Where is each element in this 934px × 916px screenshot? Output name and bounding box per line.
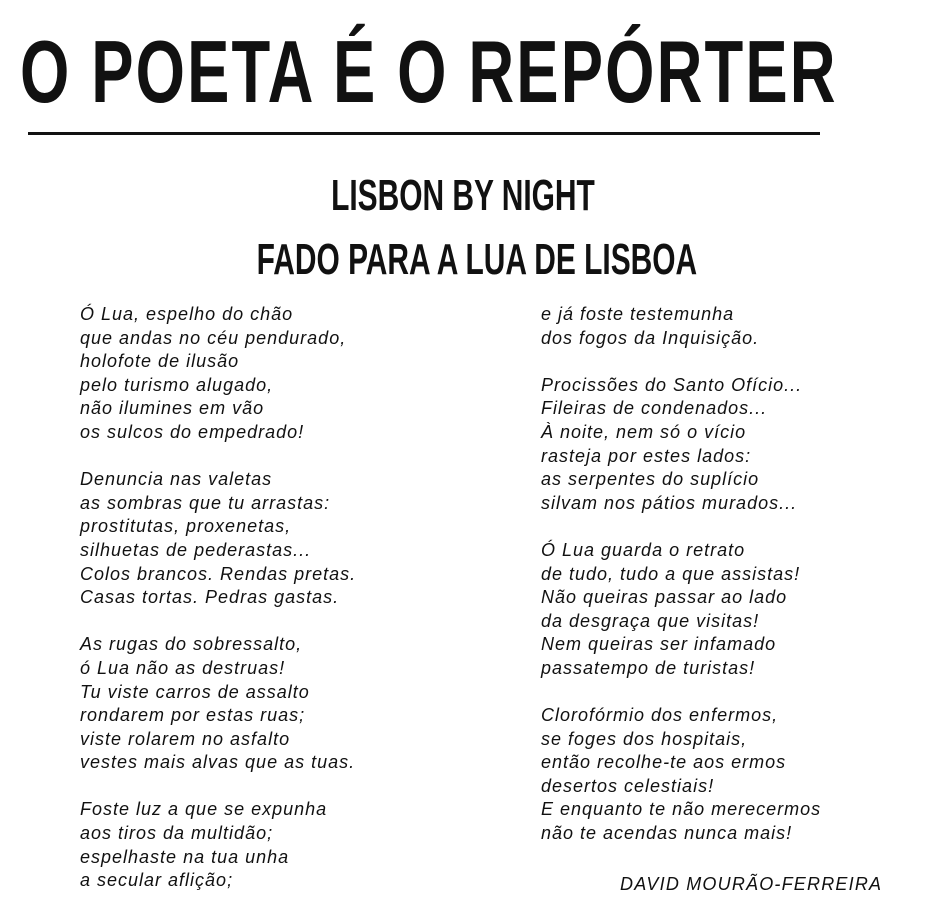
stanza [80,798,480,892]
verse-line: Denuncia nas valetas [80,469,273,490]
verse-line: Colos brancos. Rendas pretas. [80,563,357,584]
poem-subtitle-text: FADO PARA A LUA DE LISBOA [256,235,698,284]
verse-line: a secular aflição; [80,870,234,891]
verse-line: As rugas do sobressalto, [80,634,303,655]
verse-line: Não queiras passar ao lado [541,587,788,608]
poem-subtitle [10,236,934,284]
stanza [541,374,931,516]
verse-line: E enquanto te não merecermos [541,799,822,820]
verse-line: Tu viste carros de assalto [80,681,310,702]
author-signature: DAVID MOURÃO-FERREIRA [620,874,883,894]
verse-line: espelhaste na tua unha [80,846,290,867]
headline-rule [28,132,820,135]
stanza [541,539,931,681]
verse-line: e já foste testemunha [541,304,735,324]
verse-line: pelo turismo alugado, [80,374,274,395]
verse-line: não ilumines em vão [80,398,265,419]
verse-line: que andas no céu pendurado, [80,327,347,348]
verse-line: ó Lua não as destruas! [80,657,286,678]
verse-line: viste rolarem no asfalto [80,728,291,749]
verse-line: passatempo de turistas! [541,657,756,678]
poem-title-text: LISBON BY NIGHT [331,171,595,220]
verse-line: aos tiros da multidão; [80,823,274,844]
verse-line: as serpentes do suplício [541,469,760,490]
verse-line: Fileiras de condenados... [541,398,768,419]
stanza [80,633,480,775]
stanza [541,704,931,846]
stanza [80,468,480,610]
verse-line: vestes mais alvas que as tuas. [80,752,356,773]
verse-line: se foges dos hospitais, [541,728,748,749]
verse-line: silvam nos pátios murados... [541,492,798,513]
verse-line: as sombras que tu arrastas: [80,492,331,513]
headline: O POETA É O REPÓRTER [20,22,838,121]
verse-line: Procissões do Santo Ofício... [541,374,803,395]
verse-line: Nem queiras ser infamado [541,634,777,655]
verse-line: silhuetas de pederastas... [80,539,312,560]
verse-line: os sulcos do empedrado! [80,421,305,442]
verse-line: da desgraça que visitas! [541,610,760,631]
verse-line: desertos celestiais! [541,775,715,796]
verse-line: Clorofórmio dos enfermos, [541,705,779,726]
verse-line: então recolhe-te aos ermos [541,752,787,773]
verse-line: rasteja por estes lados: [541,445,752,466]
verse-line: Foste luz a que se expunha [80,799,328,820]
verse-line: Ó Lua guarda o retrato [541,539,746,560]
verse-line: Ó Lua, espelho do chão [80,304,294,324]
verse-line: rondarem por estas ruas; [80,705,306,726]
verse-line: de tudo, tudo a que assistas! [541,563,801,584]
verse-line: holofote de ilusão [80,351,240,372]
poem-title [0,172,930,220]
verse-line: Casas tortas. Pedras gastas. [80,587,340,608]
verse-line: dos fogos da Inquisição. [541,327,760,348]
poem-column-left [80,303,480,916]
stanza [80,303,480,445]
poem-column-right [541,303,931,869]
verse-line: À noite, nem só o vício [541,421,747,442]
verse-line: prostitutas, proxenetas, [80,516,292,537]
stanza [541,303,931,350]
verse-line: não te acendas nunca mais! [541,823,793,844]
